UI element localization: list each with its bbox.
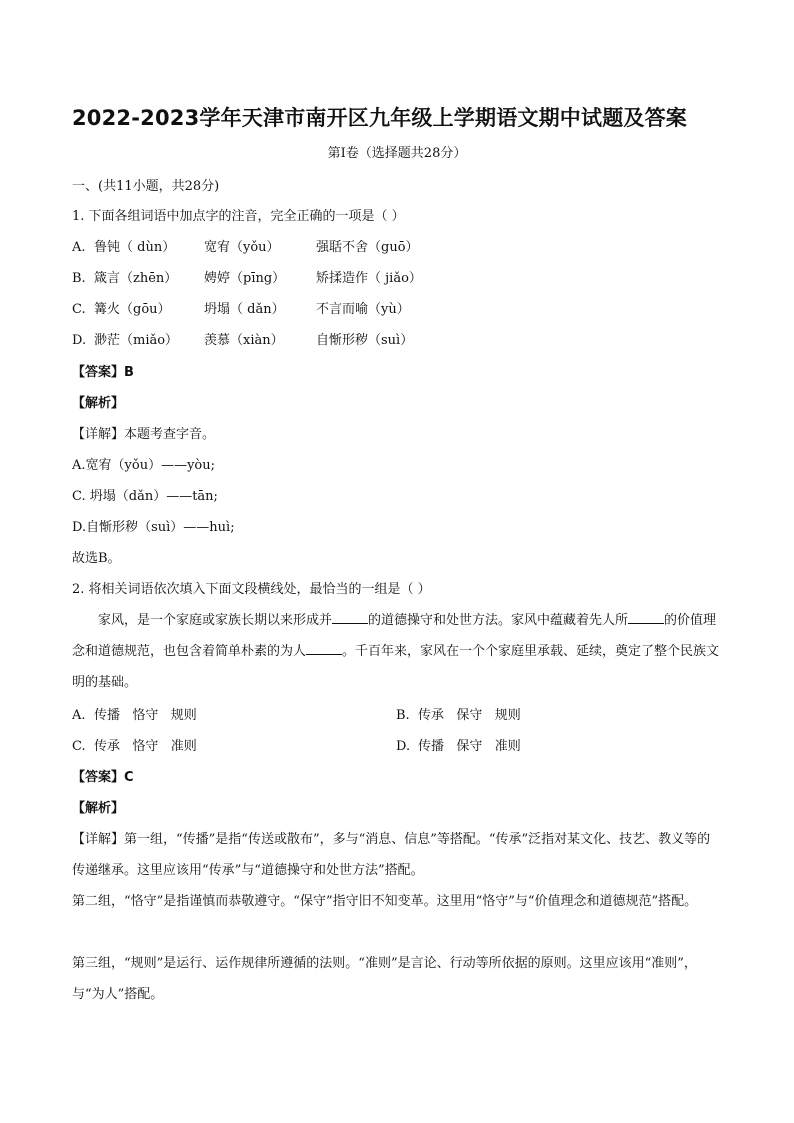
section-subtitle: 第Ⅰ卷（选择题共28分） [327,146,467,161]
passage-text: 。千百年来，家风在一个个家庭里承载、延续，奠定了整个民族文明的基础。 [72,644,720,690]
option-word: 自惭形秽（suì） [316,333,414,348]
question-2-detail: 第二组，“恪守”是指谨慎而恭敬遵守。“保守”指守旧不知变革。这里用“恪守”与“价值理念和道德规范”搭配。 [72,894,698,909]
option-label: C. [72,302,86,317]
option-word: 强聒不舍（guō） [316,240,419,255]
option-label: B. [396,708,410,723]
option-text: 传播 恪守 规则 [94,708,197,723]
fill-blank [306,640,342,655]
passage-text: 的道德操守和处世方法。家风中蕴藏着先人所 [368,613,629,628]
question-1-answer: 【答案】B [72,365,134,380]
option-label: A. [72,708,86,723]
option-text: 传播 保守 准则 [418,739,521,754]
passage-text: 的价值理念和道德规范，也包含着简单朴素的为人 [72,613,717,659]
option-word: 宽宥（yǒu） [204,240,280,255]
question-1-analysis-heading: 【解析】 [72,396,125,411]
question-2-analysis-heading: 【解析】 [72,801,125,816]
option-text: 传承 保守 规则 [418,708,521,723]
option-word: 娉婷（pīng） [204,271,286,286]
fill-blank [628,609,664,624]
question-2-detail: 第三组，“规则”是运行、运作规律所遵循的法则。“准则”是言论、行动等所依据的原则。这里应该用“准则”，与“为人”搭配。 [72,956,697,1002]
question-1-detail: 【详解】本题考查字音。 [72,427,216,442]
option-label: D. [396,739,411,754]
option-word: 箴言（zhēn） [94,271,178,286]
passage-text: 家风，是一个家庭或家族长期以来形成并 [98,613,333,628]
document-title: 2022-2023学年天津市南开区九年级上学期语文期中试题及答案 [72,106,688,130]
option-text: 传承 恪守 准则 [94,739,197,754]
option-label: B. [72,271,86,286]
question-2-stem: 2. 将相关词语依次填入下面文段横线处，最恰当的一组是（ ） [72,582,431,597]
question-1-note: A.宽宥（yǒu）——yòu; [72,458,215,473]
option-word: 篝火（gōu） [94,302,171,317]
question-2-answer: 【答案】C [72,770,134,785]
option-word: 羡慕（xiàn） [204,333,284,348]
option-label: C. [72,739,86,754]
option-word: 坍塌（ dǎn） [204,302,285,317]
question-2-passage [72,605,722,698]
question-1-note: C. 坍塌（dǎn）——tān; [72,489,218,504]
option-word: 不言而喻（yù） [316,302,410,317]
option-label: D. [72,333,87,348]
option-word: 矫揉造作（ jiǎo） [316,271,422,286]
section-heading: 一、(共11小题，共28分) [72,179,220,194]
fill-blank [332,609,368,624]
question-1-conclusion: 故选B。 [72,551,121,566]
option-label: A. [72,240,86,255]
question-1-stem: 1. 下面各组词语中加点字的注音，完全正确的一项是（ ） [72,209,405,224]
question-1-note: D.自惭形秽（suì）——huì; [72,520,235,535]
question-2-detail: 【详解】第一组，“传播”是指“传送或散布”，多与“消息、信息”等搭配。“传承”泛指对某文化、技艺、教义等的传递继承。这里应该用“传承”与“道德操守和处世方法”搭配。 [72,832,711,878]
option-word: 渺茫（miǎo） [94,333,179,348]
option-word: 鲁钝（ dùn） [94,240,176,255]
